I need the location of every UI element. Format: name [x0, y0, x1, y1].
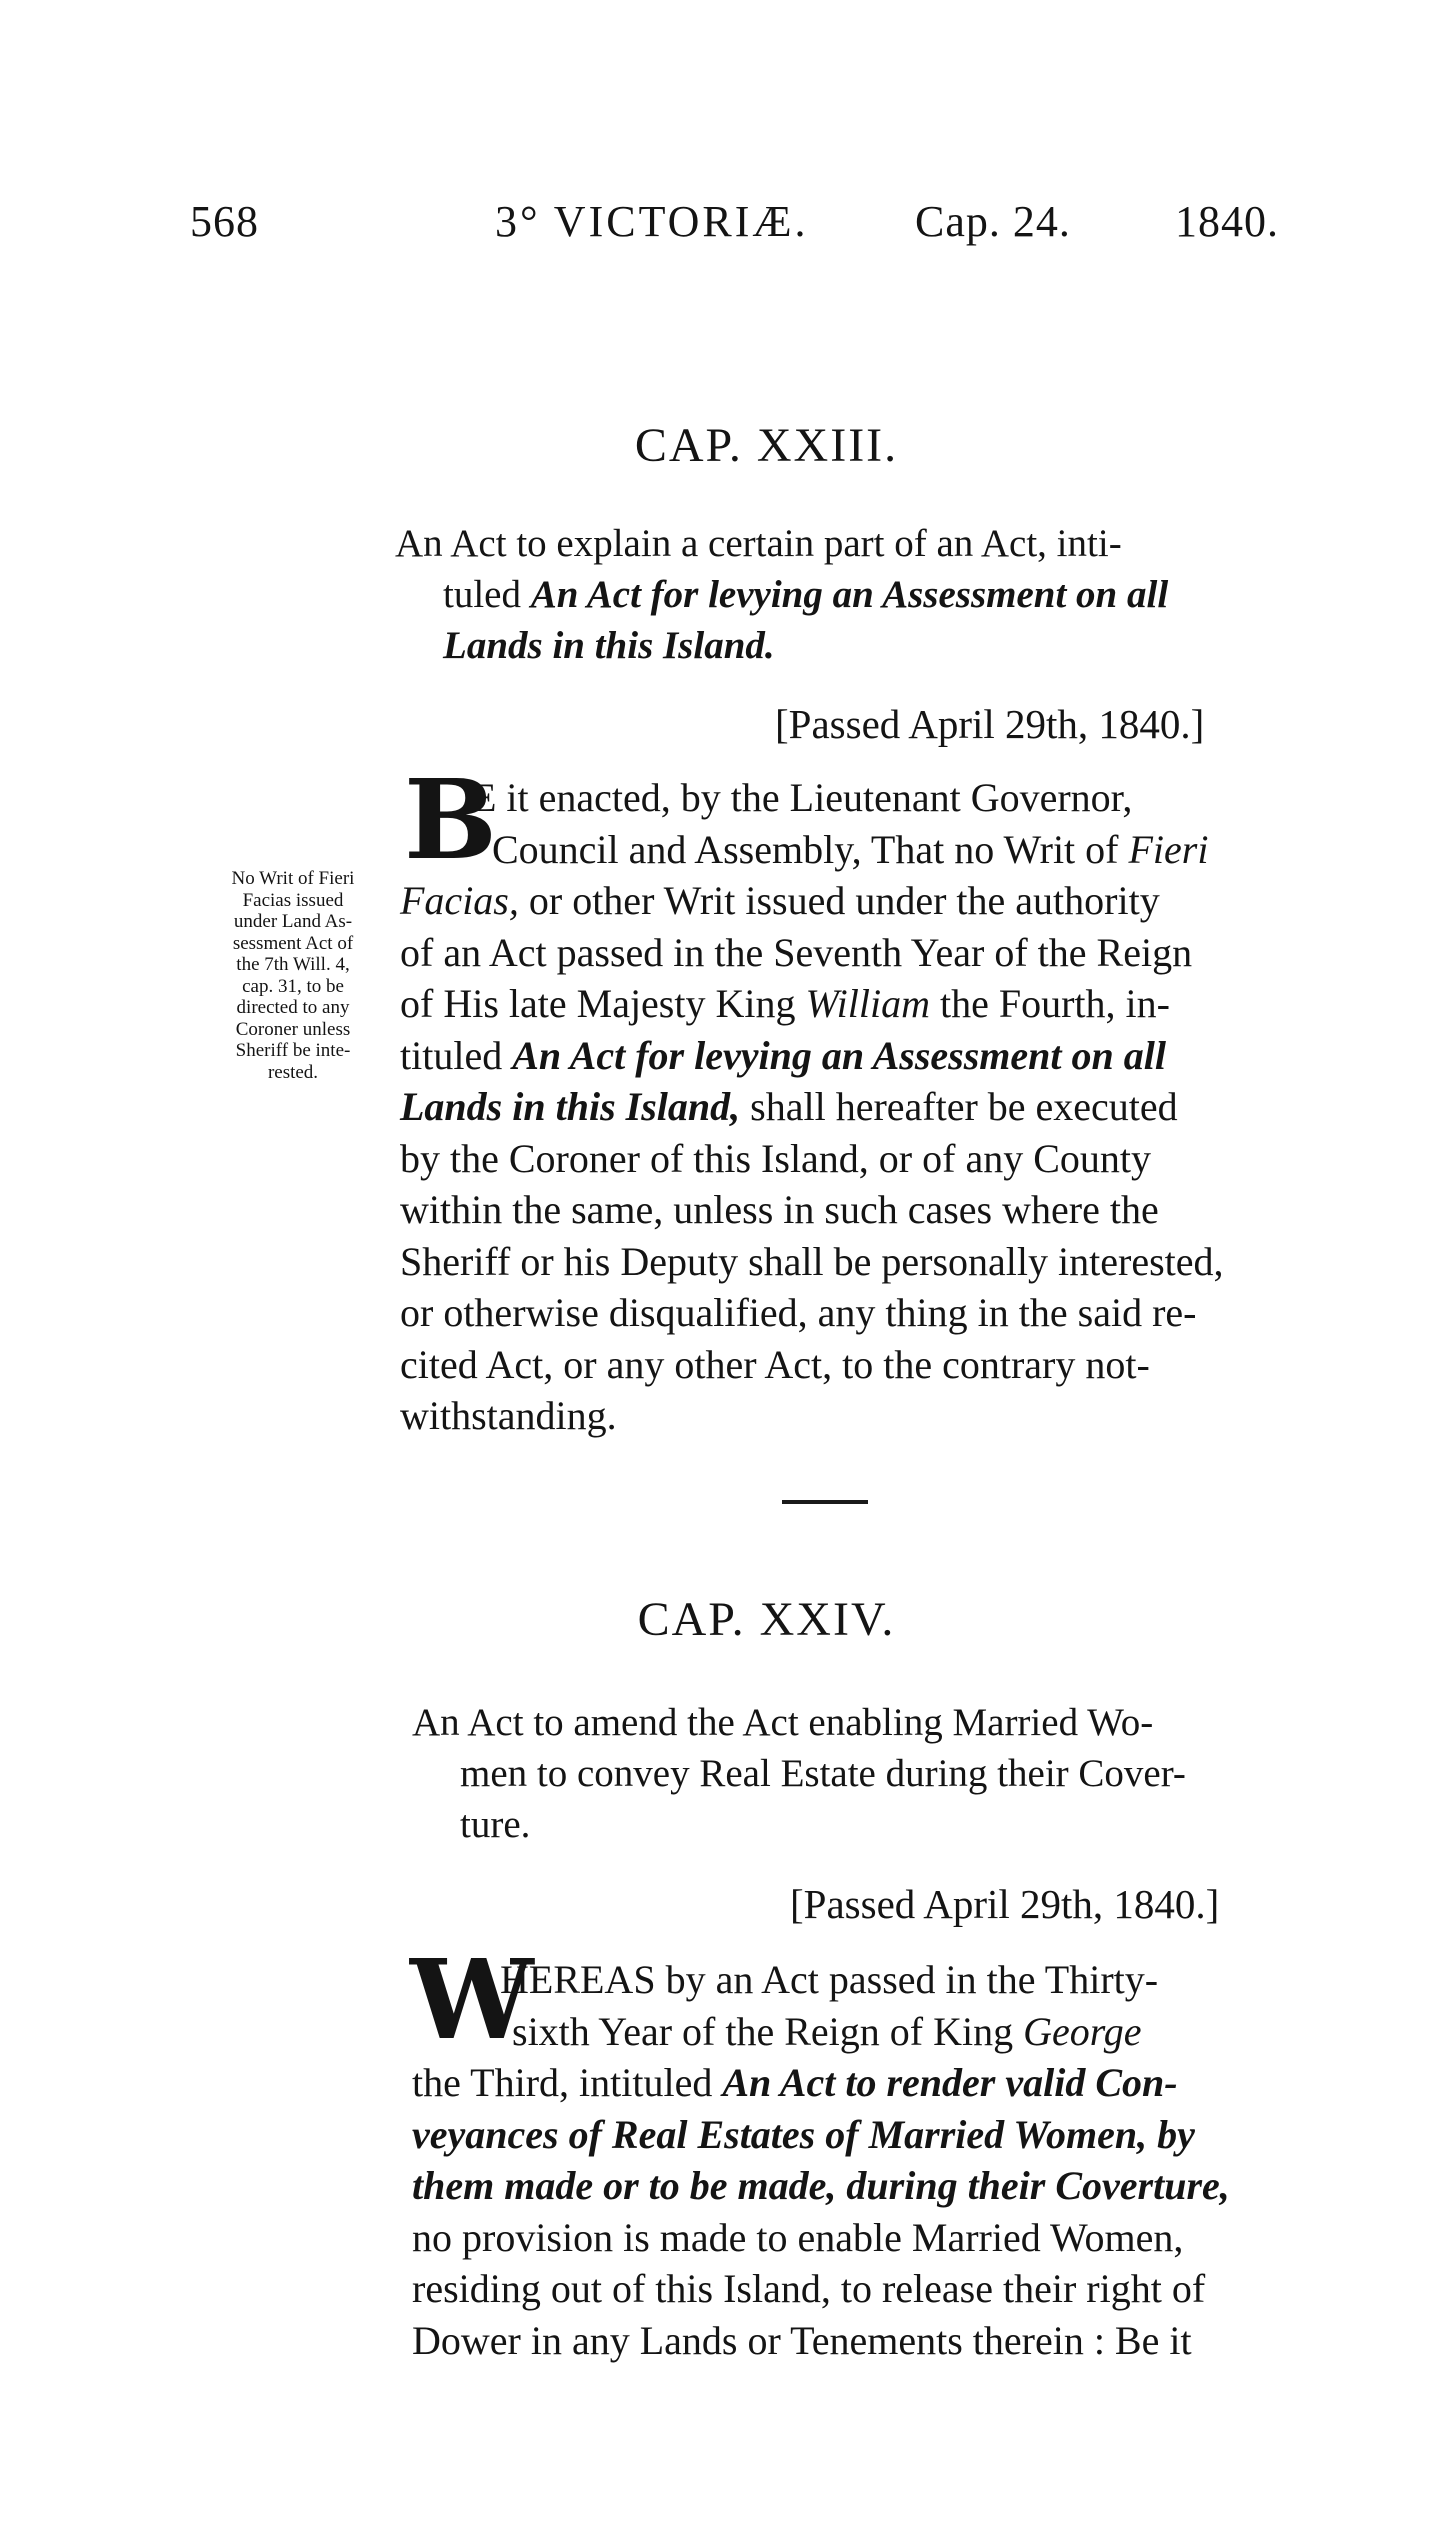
body-line: of an Act passed in the Seventh Year of the Reign	[400, 929, 1193, 975]
body-line: Lands in this Island, shall hereafter be executed	[400, 1084, 1178, 1129]
marginal-note-line: rested.	[267, 1061, 319, 1083]
drop-cap-b: B	[404, 755, 497, 884]
marginal-note-line: directed to any	[236, 997, 350, 1018]
body-line: by the Coroner of this Island, or of any County	[400, 1135, 1151, 1181]
running-title: 3° VICTORIÆ.	[495, 197, 809, 246]
marginal-note-line: Sheriff be inte-	[235, 1040, 351, 1061]
body-line: no provision is made to enable Married Women,	[412, 2214, 1184, 2260]
body-line: the Third, intituled An Act to render valid Con-	[412, 2060, 1178, 2105]
passed-date-xxiii: [Passed April 29th, 1840.]	[775, 701, 1205, 747]
marginal-note-line: No Writ of Fieri	[231, 868, 355, 889]
chapter-heading-xxiv: CAP. XXIV.	[637, 1593, 896, 1646]
passed-date-xxiv: [Passed April 29th, 1840.]	[790, 1881, 1220, 1927]
body-line: tituled An Act for levying an Assessment on all	[400, 1032, 1166, 1078]
body-line: Council and Assembly, That no Writ of Fieri	[492, 826, 1209, 872]
title-line: An Act to explain a certain part of an Act, inti-	[395, 522, 1122, 565]
title-line: ture.	[460, 1803, 531, 1846]
body-line: veyances of Real Estates of Married Women, by	[412, 2111, 1195, 2157]
body-line: of His late Majesty King William the Fourth, in-	[400, 981, 1170, 1026]
marginal-note-line: cap. 31, to be	[242, 975, 344, 997]
body-line: Dower in any Lands or Tenements therein : Be it	[412, 2317, 1192, 2363]
title-line: An Act to amend the Act enabling Married Wo-	[412, 1701, 1154, 1744]
body-line: cited Act, or any other Act, to the contrary not-	[400, 1341, 1150, 1387]
drop-cap-w: W	[410, 1935, 534, 2064]
body-line: residing out of this Island, to release their right of	[412, 2266, 1206, 2311]
chapter-heading-xxiii: CAP. XXIII.	[634, 419, 899, 472]
body-line: sixth Year of the Reign of King George	[512, 2008, 1142, 2054]
running-chapter: Cap. 24.	[915, 197, 1071, 246]
title-line: men to convey Real Estate during their Cover-	[460, 1752, 1186, 1795]
marginal-note-line: under Land As-	[233, 911, 353, 932]
act-title-xxiv	[412, 1697, 1312, 1850]
title-line: tuled An Act for levying an Assessment on all	[443, 573, 1169, 616]
body-line: HEREAS by an Act passed in the Thirty-	[500, 1957, 1159, 2002]
running-year: 1840.	[1175, 197, 1279, 246]
act-body-xxiv	[412, 1954, 1312, 2366]
title-line: Lands in this Island.	[443, 624, 775, 667]
body-line: or otherwise disqualified, any thing in the said re-	[400, 1290, 1197, 1335]
body-line: E it enacted, by the Lieutenant Governor,	[472, 775, 1133, 820]
act-title-xxiii	[395, 518, 1295, 671]
marginal-note-line: Coroner unless	[235, 1018, 351, 1040]
body-line: them made or to be made, during their Coverture,	[412, 2163, 1230, 2208]
running-head	[190, 196, 1320, 256]
section-divider	[782, 1500, 868, 1504]
marginal-note	[198, 868, 388, 1083]
marginal-note-line: the 7th Will. 4,	[236, 954, 350, 975]
body-line: Facias, or other Writ issued under the authority	[400, 878, 1160, 923]
body-line: within the same, unless in such cases where the	[400, 1187, 1159, 1232]
body-line: withstanding.	[400, 1393, 617, 1438]
body-line: Sheriff or his Deputy shall be personally interested,	[400, 1238, 1224, 1284]
page-number: 568	[190, 197, 259, 246]
marginal-note-line: Facias issued	[242, 889, 344, 911]
act-body-xxiii	[400, 755, 1300, 1442]
marginal-note-line: sessment Act of	[232, 932, 354, 954]
